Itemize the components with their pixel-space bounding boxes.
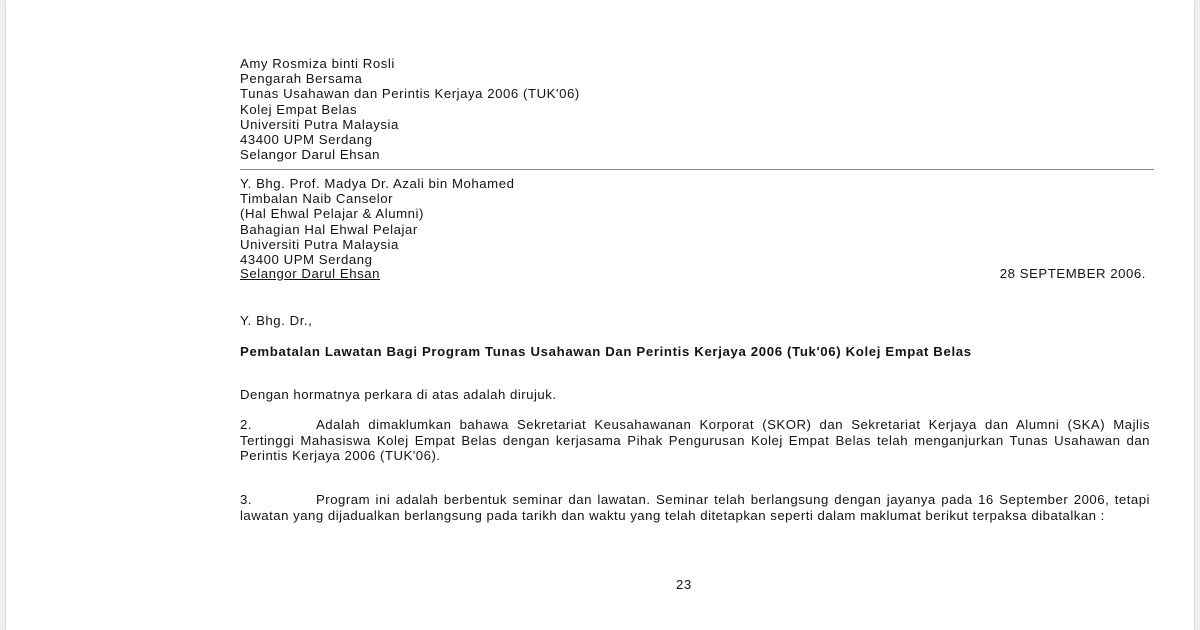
letter-date: 28 SEPTEMBER 2006.	[999, 266, 1146, 281]
paragraph-text: Adalah dimaklumkan bahawa Sekretariat Keusahawanan Korporat (SKOR) dan Sekretariat Kerjaya dan Alumni (SKA) Majlis Tertinggi Mahasiswa Kolej Empat Belas dengan kerjasama Pihak Pengurusan Kolej Empat Belas telah menganjurkan Tunas Usahawan dan Perintis Kerjaya 2006 (TUK'06).	[240, 417, 1150, 464]
recipient-line: Timbalan Naib Canselor	[240, 191, 394, 207]
recipient-address-block	[240, 176, 1154, 267]
sender-line: Universiti Putra Malaysia	[240, 116, 399, 132]
document-page	[6, 0, 1194, 630]
opening-sentence: Dengan hormatnya perkara di atas adalah dirujuk.	[240, 387, 557, 402]
sender-line: Pengarah Bersama	[240, 71, 363, 87]
sender-line: 43400 UPM Serdang	[240, 132, 373, 148]
recipient-line: Y. Bhg. Prof. Madya Dr. Azali bin Mohamed	[240, 176, 515, 191]
recipient-line: (Hal Ehwal Pelajar & Alumni)	[240, 206, 424, 222]
sender-line: Selangor Darul Ehsan	[240, 147, 381, 163]
paragraph-2	[240, 417, 1150, 464]
paragraph-3	[240, 492, 1150, 523]
recipient-line: 43400 UPM Serdang	[240, 252, 373, 268]
sender-address-block	[240, 56, 1154, 162]
header-divider	[240, 169, 1154, 170]
recipient-state: Selangor Darul Ehsan	[240, 266, 381, 281]
sender-line: Amy Rosmiza binti Rosli	[240, 56, 395, 71]
paragraph-number: 2.	[240, 417, 252, 432]
recipient-line: Universiti Putra Malaysia	[240, 236, 399, 252]
paragraph-number: 3.	[240, 492, 252, 507]
paragraph-text: Program ini adalah berbentuk seminar dan lawatan. Seminar telah berlangsung dengan jayanya pada 16 September 2006, tetapi lawatan yang dijadualkan berlangsung pada tarikh dan waktu yang telah ditetapkan seperti dalam maklumat berikut terpaksa dibatalkan :	[240, 492, 1150, 523]
sender-line: Kolej Empat Belas	[240, 101, 358, 117]
salutation: Y. Bhg. Dr.,	[240, 313, 313, 328]
page-number: 23	[676, 577, 692, 592]
sender-line: Tunas Usahawan dan Perintis Kerjaya 2006 (TUK'06)	[240, 86, 580, 102]
recipient-line: Bahagian Hal Ehwal Pelajar	[240, 221, 418, 237]
letter-subject: Pembatalan Lawatan Bagi Program Tunas Usahawan Dan Perintis Kerjaya 2006 (Tuk'06) Kolej Empat Belas	[240, 344, 972, 359]
recipient-last-row	[240, 266, 1146, 282]
